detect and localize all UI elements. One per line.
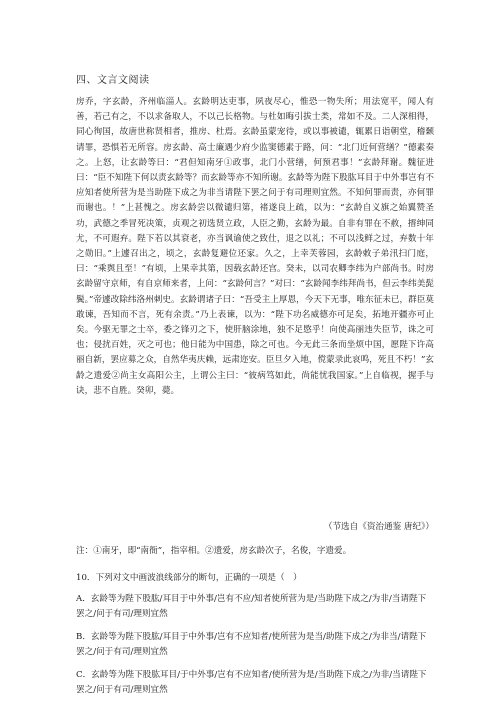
- option-a: A．玄龄等为陛下股肱/耳目于中外事/岂有不应/知者使所营为是/当助陛下成之/为非/当请陛下罢之/问于有司/理则宜然: [76, 594, 427, 619]
- source-citation: （节选自《资治通鉴 唐纪》）: [323, 522, 434, 532]
- option-c: C．玄龄等为陛下股肱耳目/于中外事/岂有不应知者/使所营为是/当助陛下成之/为非/当请陛下罢之/问于有司/理则宜然: [76, 670, 427, 695]
- classical-passage: [76, 95, 434, 399]
- passage-text: 房乔，字玄龄，齐州临淄人。玄龄明达吏事，夙夜尽心，惟恐一物失所；用法宽平，闻人有善，若己有之，不以求备取人，不以己长格物。与杜如晦引拔士类，常如不及。二人深相得，同心徇国，故唐世称贤相者，推房、杜焉。玄龄虽蒙宠待，或以事被谴，辄累日诣朝堂，稽颡请罪，恐惧若无所容。房玄龄、高士廉遇少府少监窦德素于路，问：“北门近何营缮？”德素奏之。上怒，让玄龄等曰：“君但知南牙①政事，北门小营缮，何预君事！”玄龄拜谢。魏征进曰：“臣不知陛下何以责玄龄等？而玄龄等亦不知所谢。玄龄等为陛下股肱耳目于中外事岂有不应知者使所营为是当助陛下成之为非当请陛下罢之问于有司理则宜然。不知何罪而责，亦何罪而谢也。！”上甚愧之。房玄龄尝以微谴归第，褚遂良上疏，以为：“玄龄自义旗之始翼赞圣功，武德之季冒死决策，贞观之初选贤立政，人臣之勤，玄龄为最。自非有罪在不赦，搢绅同尤，不可遐弃。陛下若以其衰老，亦当讽谕使之致仕，退之以礼；不可以浅鲜之过，弃数十年之勋旧。”上遽召出之，顷之，玄龄复避位还家。久之，上幸芙蓉园，玄龄敕子弟汛扫门庭，曰：“乘舆且至！”有顷，上果幸其第，因载玄龄还宫。癸未，以司农卿李纬为户部尚书。时房玄龄留守京师，有自京师来者，上问：“玄龄何言？”对曰：“玄龄闻李纬拜尚书，但云李纬美髭鬓。”帝遽改除纬洛州刺史。玄龄谓诸子曰：“吾受主上厚恩，今天下无事，唯东征未已，群臣莫敢谏，吾知而不言，死有余责。”乃上表谏，以为：“陛下功名威德亦可足矣，拓地开疆亦可止矣。今驱无罪之士卒，委之锋刃之下，使肝脑涂地，独不足愍乎！向使高丽违失臣节，诛之可也；侵扰百姓，灭之可也；他日能为中国患，除之可也。今无此三条而坐烦中国，愿陛下许高丽自新，罢应募之众，自然华夷庆赖，远肃迩安。臣旦夕入地，傥蒙录此哀鸣，死且不朽！”玄龄之遗爱②尚主女高阳公主，上谓公主曰：“彼病笃如此，尚能忧我国家。”上自临视，握手与诀，悲不自胜。癸卯，薨。: [76, 97, 434, 396]
- annotation-note: 注：①南牙，即“南衙”，指宰相。②遗爱，房玄龄次子，名俊，字遗爱。: [76, 546, 352, 556]
- section-title: 四、文言文阅读: [76, 75, 150, 86]
- option-b: B．玄龄等为陛下股肱/耳目于中外事/岂有不应知者/使所营为是当/助陛下成之/为非当/请陛下罢之/问于有司/理则宜然: [76, 632, 427, 657]
- question-10: 10．下列对文中画波浪线部分的断句，正确的一项是（ ）: [76, 573, 302, 583]
